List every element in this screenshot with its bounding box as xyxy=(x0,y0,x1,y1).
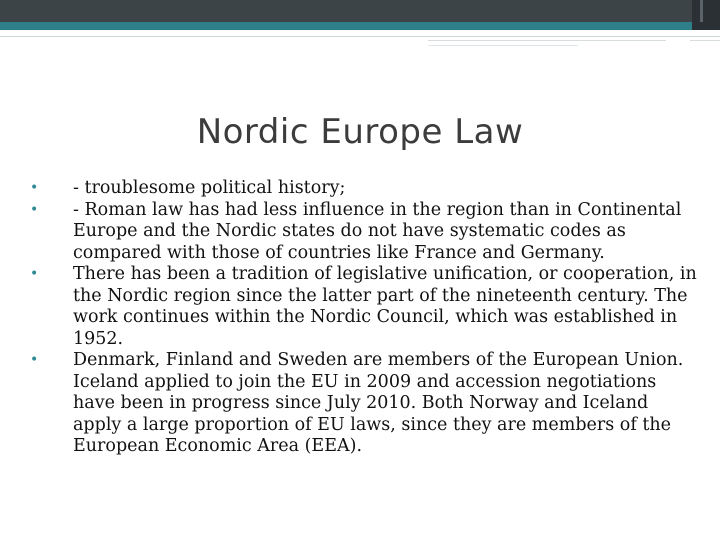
bullet-item xyxy=(30,178,702,200)
header-rule xyxy=(0,36,720,37)
bullet-item xyxy=(30,200,702,265)
bullet-item xyxy=(30,264,702,350)
header-dark-band xyxy=(0,0,720,22)
bullet-text: Denmark, Finland and Sweden are members of the European Union. Iceland applied to join the EU in 2009 and accession negotiations have been in progress since July 2010. Both Norway and Iceland apply a large proportion of EU laws, since they are members of the European Economic Area (EEA). xyxy=(73,350,684,456)
header-rule-accent xyxy=(428,40,666,41)
bullet-text: There has been a tradition of legislative unification, or cooperation, in the Nordic region since the latter part of the nineteenth century. The work continues within the Nordic Council, which was established in 1952. xyxy=(73,264,697,349)
bullet-icon: • xyxy=(30,180,39,196)
header-rule-accent-short xyxy=(428,45,578,46)
bullet-item xyxy=(30,350,702,458)
bullet-list xyxy=(30,178,702,458)
header-corner-block xyxy=(692,0,720,30)
bullet-text: - Roman law has had less influence in the region than in Continental Europe and the Nordic states do not have systematic codes as compared with those of countries like France and Germany. xyxy=(73,199,682,263)
bullet-icon: • xyxy=(30,266,39,282)
header-corner-accent xyxy=(700,0,703,22)
bullet-text: - troublesome political history; xyxy=(73,178,346,198)
bullet-icon: • xyxy=(30,201,39,218)
bullet-icon: • xyxy=(30,352,39,368)
header-teal-stripe xyxy=(0,22,720,30)
slide-title: Nordic Europe Law xyxy=(196,112,524,152)
header-rule-corner xyxy=(690,40,720,41)
